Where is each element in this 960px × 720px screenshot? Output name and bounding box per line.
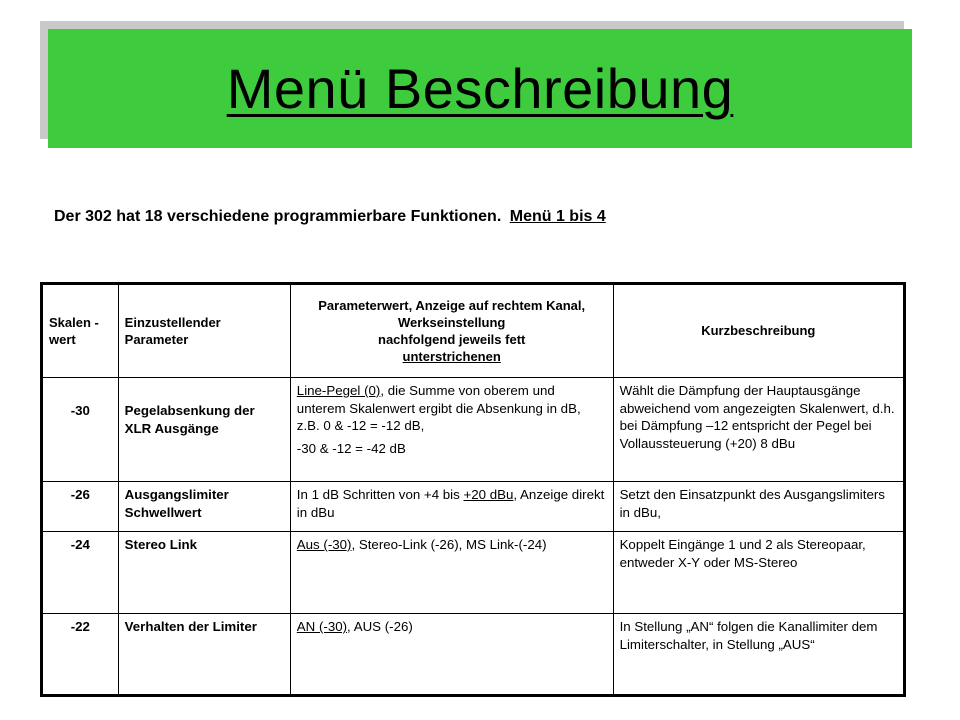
row-scale: -24 (42, 532, 119, 614)
row-value-text: , die Summe von oberem und unterem Skalenwert ergibt die Absenkung in dB, z.B. 0 & -12 = -12 dB, (296, 383, 581, 434)
menu-table (40, 282, 906, 697)
row-parameter: Ausgangslimiter Schwellwert (118, 482, 290, 532)
row-scale: -30 (42, 378, 119, 482)
row-value-prefix: In 1 dB Schritten von +4 bis (296, 487, 464, 502)
table-row (42, 482, 905, 532)
row-value-text: , AUS (-26) (347, 619, 413, 634)
table-row (42, 614, 905, 696)
row-parameter: Verhalten der Limiter (118, 614, 290, 696)
row-parameter: Pegelabsenkung der XLR Ausgänge (118, 378, 290, 482)
row-value (290, 614, 613, 696)
row-scale: -22 (42, 614, 119, 696)
row-value-default: Aus (-30) (296, 537, 352, 552)
title-banner (48, 29, 912, 148)
row-parameter: Stereo Link (118, 532, 290, 614)
row-description: Setzt den Einsatzpunkt des Ausgangslimiters in dBu, (613, 482, 904, 532)
row-value-default: Line-Pegel (0) (296, 383, 381, 398)
table-row (42, 532, 905, 614)
row-value-extra: -30 & -12 = -42 dB (296, 440, 406, 456)
menu-range-link[interactable]: Menü 1 bis 4 (509, 208, 606, 225)
header-scale: Skalen -wert (42, 284, 119, 378)
row-description: In Stellung „AN“ folgen die Kanallimiter dem Limiterschalter, in Stellung „AUS“ (613, 614, 904, 696)
row-value-default: +20 dBu (463, 487, 514, 502)
page-title: Menü Beschreibung (226, 57, 734, 120)
intro-line (54, 208, 606, 226)
row-description: Koppelt Eingänge 1 und 2 als Stereopaar, entweder X-Y oder MS-Stereo (613, 532, 904, 614)
row-scale: -26 (42, 482, 119, 532)
table-header-row (42, 284, 905, 378)
header-value-line3: unterstrichenen (402, 349, 501, 365)
row-value-default: AN (-30) (296, 619, 348, 634)
row-value (290, 378, 613, 482)
header-parameter: Einzustellender Parameter (118, 284, 290, 378)
header-value-line2: nachfolgend jeweils fett (378, 332, 526, 347)
table-row (42, 378, 905, 482)
intro-text: Der 302 hat 18 verschiedene programmierbare Funktionen. (54, 208, 502, 225)
row-value-text: , Stereo-Link (-26), MS Link-(-24) (351, 537, 547, 552)
row-value-text: , Anzeige direkt in dBu (296, 487, 605, 520)
header-value (290, 284, 613, 378)
row-value (290, 482, 613, 532)
row-value (290, 532, 613, 614)
header-description: Kurzbeschreibung (613, 284, 904, 378)
header-value-line1: Parameterwert, Anzeige auf rechtem Kanal, Werkseinstellung (318, 297, 586, 330)
row-description: Wählt die Dämpfung der Hauptausgänge abweichend vom angezeigten Skalenwert, d.h. bei Dämpfung –12 entspricht der Pegel bei Vollaussteuerung (+20) 8 dBu (613, 378, 904, 482)
